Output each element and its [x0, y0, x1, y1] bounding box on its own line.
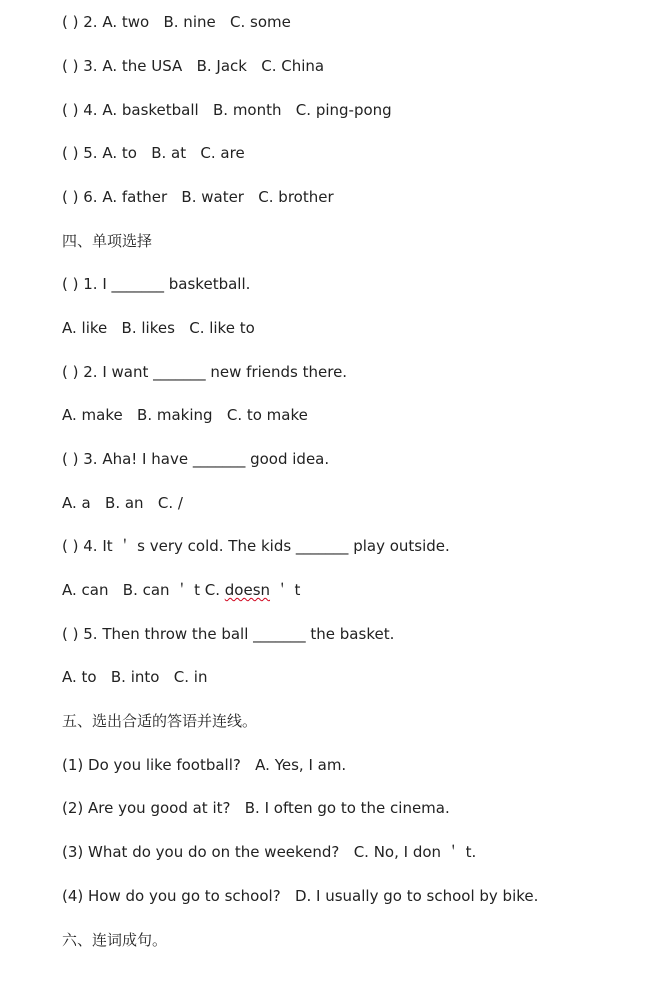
match-item-2: (2) Are you good at it? B. I often go to the cinema.: [62, 799, 450, 817]
question-5-options: ( ) 5. A. to B. at C. are: [62, 144, 245, 162]
match-item-3: (3) What do you do on the weekend? C. No, I don ＇ t.: [62, 843, 477, 861]
mc-question-2: ( ) 2. I want _______ new friends there.: [62, 363, 348, 381]
section-4-heading: 四、单项选择: [62, 232, 153, 250]
mc-question-5: ( ) 5. Then throw the ball _______ the basket.: [62, 625, 395, 643]
mc-question-4: ( ) 4. It ＇ s very cold. The kids _______ play outside.: [62, 537, 450, 555]
question-6-options: ( ) 6. A. father B. water C. brother: [62, 188, 334, 206]
question-3-options: ( ) 3. A. the USA B. Jack C. China: [62, 57, 325, 75]
section-5-heading: 五、选出合适的答语并连线。: [62, 712, 258, 730]
mc-options-2: A. make B. making C. to make: [62, 406, 308, 424]
question-2-options: ( ) 2. A. two B. nine C. some: [62, 13, 291, 31]
section-6-heading: 六、连词成句。: [62, 931, 168, 949]
mc-question-1: ( ) 1. I _______ basketball.: [62, 275, 251, 293]
match-item-1: (1) Do you like football? A. Yes, I am.: [62, 756, 347, 774]
mc-options-3: A. a B. an C. /: [62, 494, 183, 512]
mc-options-5: A. to B. into C. in: [62, 668, 208, 686]
mc-options-1: A. like B. likes C. like to: [62, 319, 255, 337]
spellcheck-flagged-word: doesn: [224, 581, 271, 599]
question-4-options: ( ) 4. A. basketball B. month C. ping-pong: [62, 101, 392, 119]
mc-question-3: ( ) 3. Aha! I have _______ good idea.: [62, 450, 330, 468]
mc-options-4: [62, 580, 300, 600]
mc-options-4-end: ＇ t: [270, 581, 301, 599]
match-item-4: (4) How do you go to school? D. I usually go to school by bike.: [62, 887, 539, 905]
mc-options-4-start: A. can B. can ＇ t C.: [62, 581, 225, 599]
